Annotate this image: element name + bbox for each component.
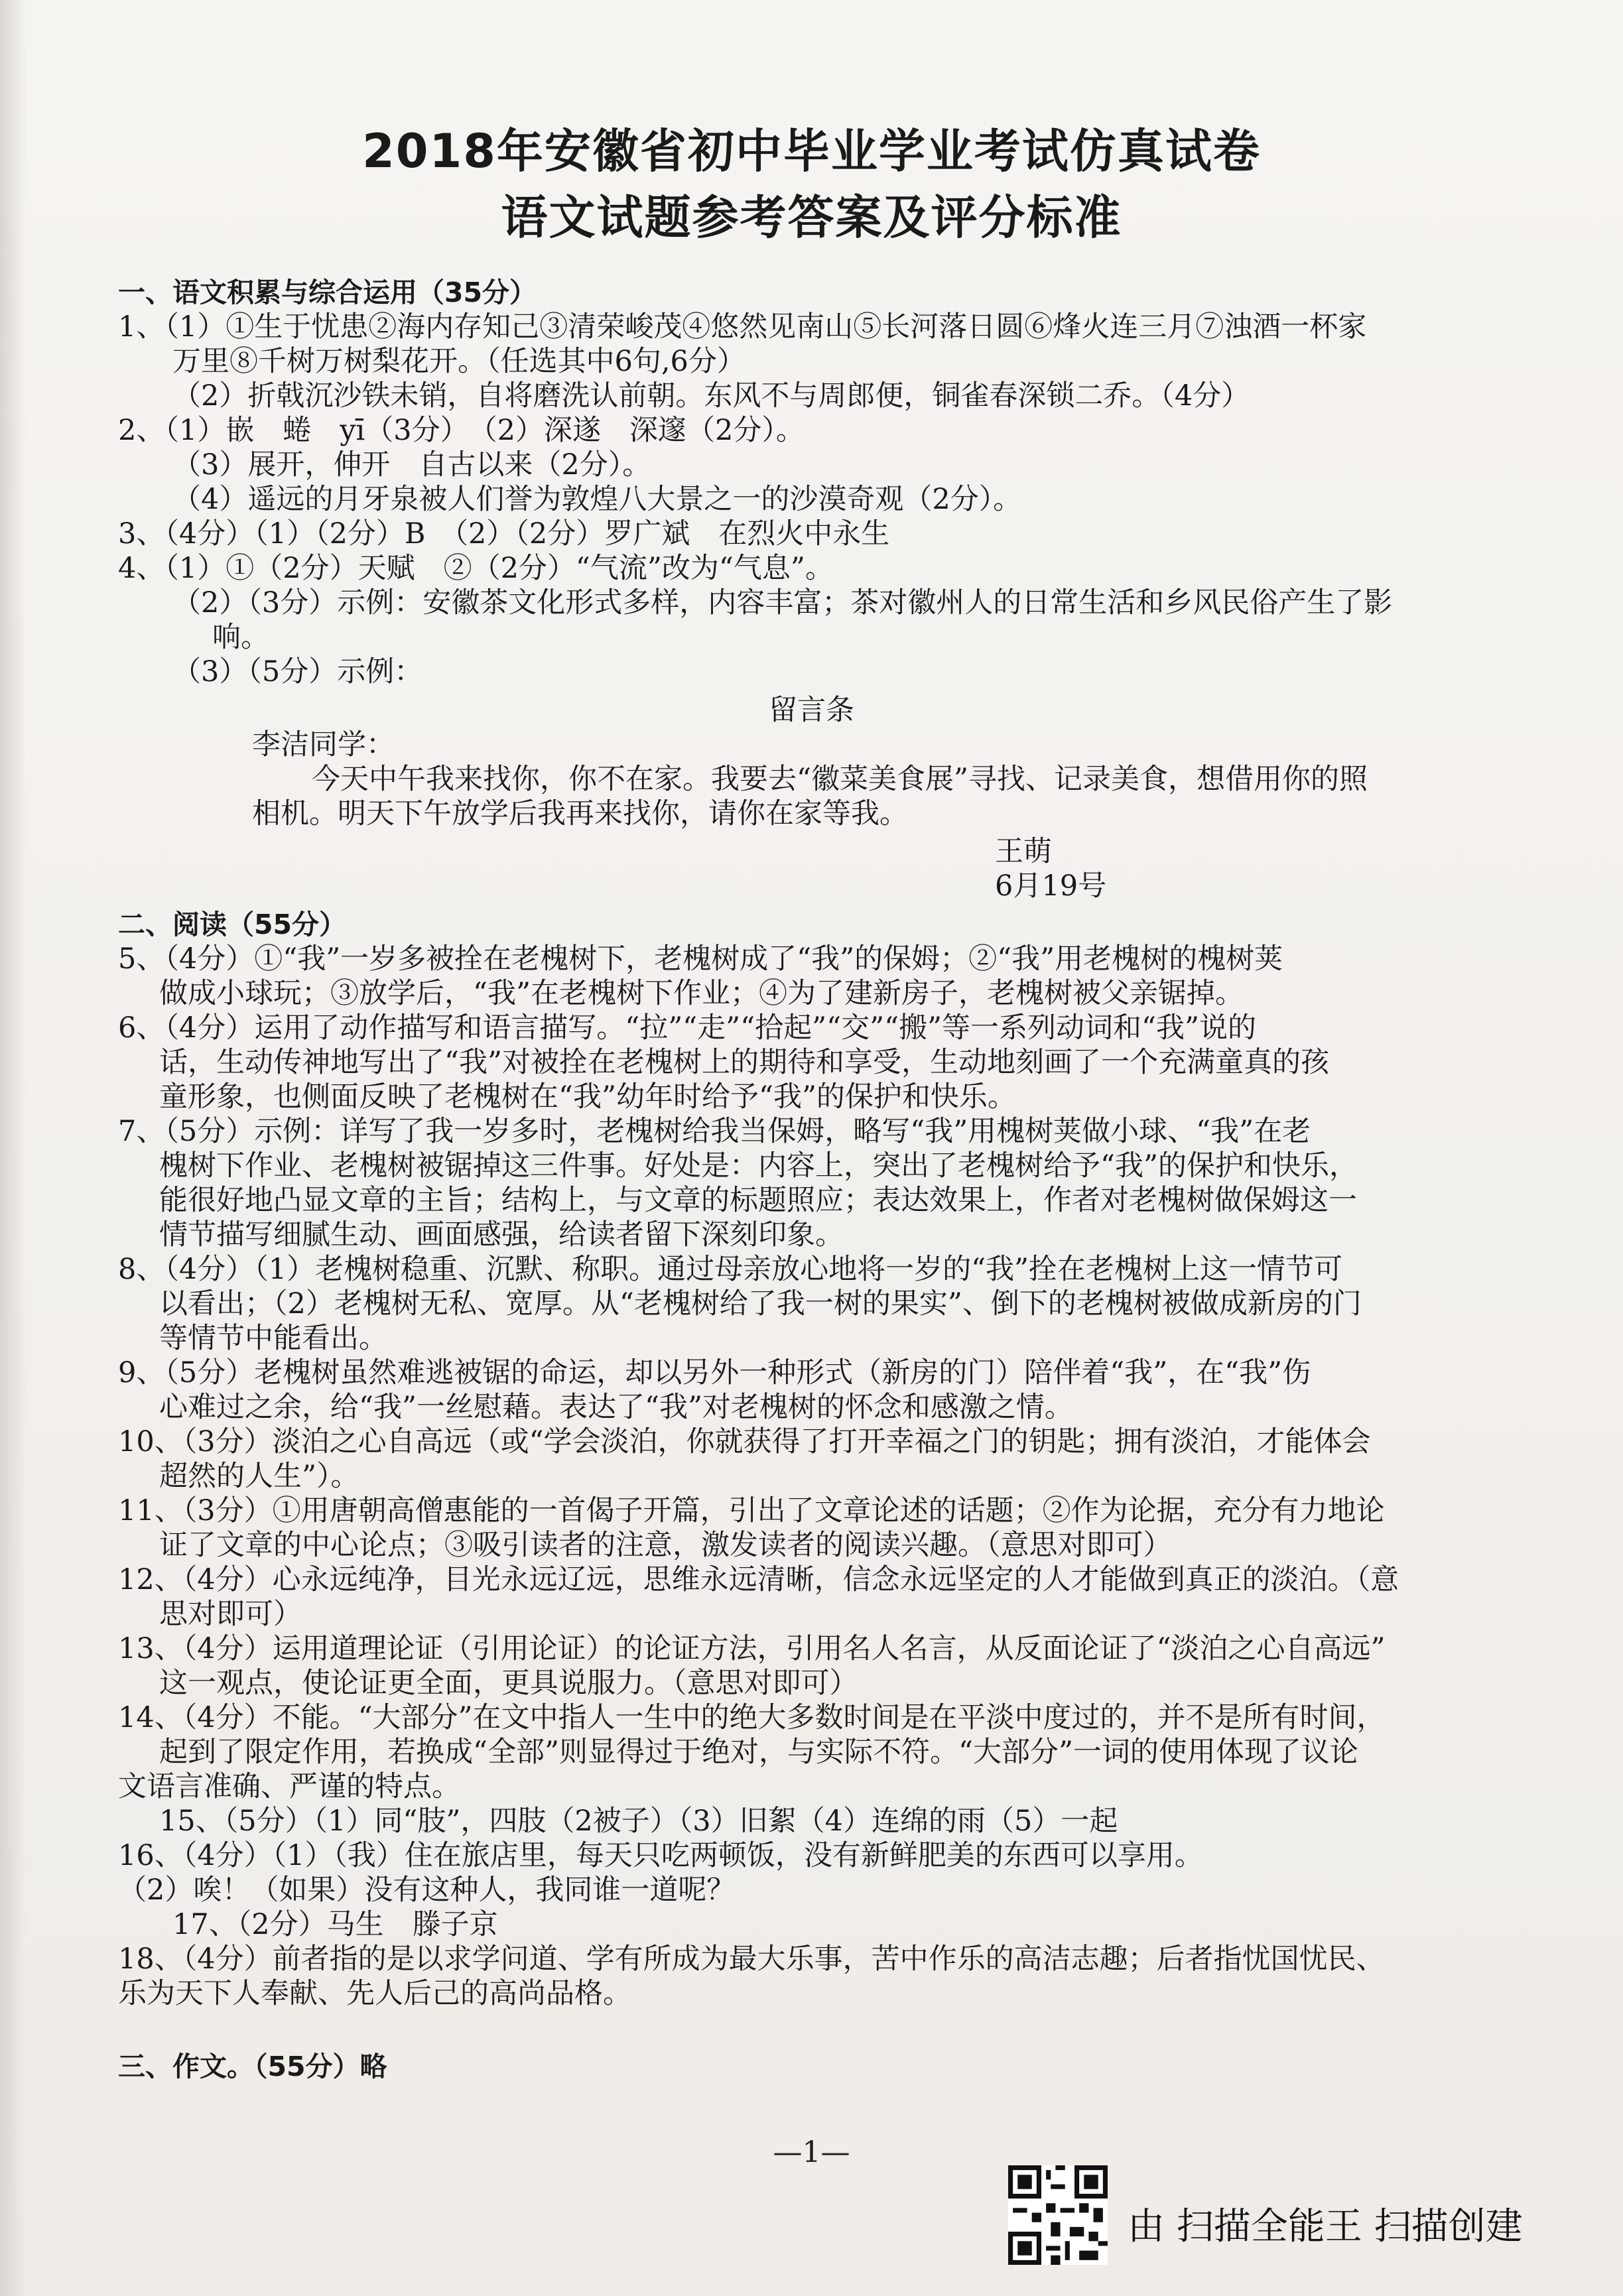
answer-line: 槐树下作业、老槐树被锯掉这三件事。好处是：内容上，突出了老槐树给予“我”的保护和快乐， [159, 1149, 1358, 1182]
answer-line: （3）展开，伸开 自古以来（2分）。 [172, 448, 651, 481]
answer-line: 乐为天下人奉献、先人后己的高尚品格。 [118, 1977, 631, 2010]
answer-line: 13、（4分）运用道理论证（引用论证）的论证方法，引用名人名言，从反面论证了“淡泊之心自高远” [118, 1632, 1386, 1665]
note-salutation: 李洁同学： [252, 728, 395, 761]
answer-line: 5、（4分）①“我”一岁多被拴在老槐树下，老槐树成了“我”的保姆；②“我”用老槐树的槐树荚 [118, 942, 1283, 976]
answer-line: 万里⑧千树万树梨花开。（任选其中6句,6分） [172, 345, 746, 378]
section-1-heading: 一、语文积累与综合运用（35分） [118, 277, 537, 308]
answer-line: 情节描写细腻生动、画面感强，给读者留下深刻印象。 [159, 1218, 844, 1251]
answer-line: （2）唉！（如果）没有这种人，我同谁一道呢？ [118, 1874, 736, 1907]
answer-line: 12、（4分）心永远纯净，目光永远辽远，思维永远清晰，信念永远坚定的人才能做到真正的淡泊。（意 [118, 1563, 1399, 1596]
answer-line: 童形象，也侧面反映了老槐树在“我”幼年时给予“我”的保护和快乐。 [159, 1080, 1016, 1114]
answer-line: 11、（3分）①用唐朝高僧惠能的一首偈子开篇，引出了文章论述的话题；②作为论据，充分有力地论 [118, 1494, 1385, 1527]
answer-line: （4）遥远的月牙泉被人们誉为敦煌八大景之一的沙漠奇观（2分）。 [172, 483, 1022, 516]
answer-line: 起到了限定作用，若换成“全部”则显得过于绝对，与实际不符。“大部分”一词的使用体现了议论 [159, 1736, 1358, 1769]
answer-line: 超然的人生”）。 [159, 1460, 359, 1493]
answer-line: 思对即可） [159, 1598, 302, 1631]
answer-line: 15、（5分）（1）同“肢”，四肢（2被子）（3）旧絮（4）连绵的雨（5）一起 [159, 1805, 1118, 1838]
section-2-heading: 二、阅读（55分） [118, 909, 347, 940]
answer-line: 这一观点，使论证更全面，更具说服力。（意思对即可） [159, 1667, 858, 1700]
section-3-heading: 三、作文。（55分）略 [118, 2051, 387, 2082]
answer-line: 9、（5分）老槐树虽然难逃被锯的命运，却以另外一种形式（新房的门）陪伴着“我”，在“我”伤 [118, 1356, 1311, 1389]
answer-line: 做成小球玩；③放学后，“我”在老槐树下作业；④为了建新房子，老槐树被父亲锯掉。 [159, 977, 1244, 1010]
answer-line: 7、（5分）示例：详写了我一岁多时，老槐树给我当保姆，略写“我”用槐树荚做小球、“我”在老 [118, 1115, 1311, 1148]
answer-line: 4、（1）①（2分）天赋 ②（2分）“气流”改为“气息”。 [118, 552, 834, 585]
note-signature: 王萌 [995, 835, 1052, 868]
answer-line: （3）（5分）示例： [172, 655, 423, 688]
page-edge-shadow [0, 0, 27, 2296]
note-date: 6月19号 [995, 869, 1107, 903]
answer-line: 3、（4分）（1）（2分）B （2）（2分）罗广斌 在烈火中永生 [118, 517, 890, 550]
answer-line: 6、（4分）运用了动作描写和语言描写。“拉”“走”“拾起”“交”“搬”等一系列动词和“我”说的 [118, 1011, 1257, 1045]
answer-line: 10、（3分）淡泊之心自高远（或“学会淡泊，你就获得了打开幸福之门的钥匙；拥有淡泊，才能体会 [118, 1425, 1371, 1458]
answer-line: （2）（3分）示例：安徽茶文化形式多样，内容丰富；茶对徽州人的日常生活和乡风民俗产生了影 [172, 586, 1393, 619]
answer-line: 响。 [212, 621, 269, 654]
answer-line: 1、（1）①生于忧患②海内存知己③清荣峻茂④悠然见南山⑤长河落日圆⑥烽火连三月⑦浊酒一杯家 [118, 310, 1367, 344]
page-number: —1— [773, 2136, 850, 2169]
scanner-watermark [1008, 2165, 1605, 2271]
answer-line: 话，生动传神地写出了“我”对被拴在老槐树上的期待和享受，生动地刻画了一个充满童真的孩 [159, 1046, 1329, 1079]
scanner-watermark-text: 由 扫描全能王 扫描创建 [1128, 2205, 1523, 2248]
note-title: 留言条 [769, 694, 854, 727]
answer-line: 心难过之余，给“我”一丝慰藉。表达了“我”对老槐树的怀念和感激之情。 [159, 1391, 1073, 1424]
answer-line: 16、（4分）（1）（我）住在旅店里，每天只吃两顿饭，没有新鲜肥美的东西可以享用。 [118, 1839, 1203, 1872]
answer-line: 以看出；（2）老槐树无私、宽厚。从“老槐树给了我一树的果实”、倒下的老槐树被做成新房的门 [159, 1287, 1362, 1320]
answer-line: 17、（2分）马生 滕子京 [172, 1908, 498, 1941]
answer-line: 14、（4分）不能。“大部分”在文中指人一生中的绝大多数时间是在平淡中度过的，并不是所有时间， [118, 1701, 1386, 1734]
note-body-line: 今天中午我来找你，你不在家。我要去“徽菜美食展”寻找、记录美食，想借用你的照 [312, 763, 1368, 796]
answer-line: 能很好地凸显文章的主旨；结构上，与文章的标题照应；表达效果上，作者对老槐树做保姆这一 [159, 1184, 1357, 1217]
doc-title-line1: 2018年安徽省初中毕业学业考试仿真试卷 [362, 124, 1261, 178]
answer-line: 18、（4分）前者指的是以求学问道、学有所成为最大乐事，苦中作乐的高洁志趣；后者指忧国忧民、 [118, 1943, 1385, 1976]
answer-line: 8、（4分）（1）老槐树稳重、沉默、称职。通过母亲放心地将一岁的“我”拴在老槐树上这一情节可 [118, 1253, 1343, 1286]
doc-title-line2: 语文试题参考答案及评分标准 [501, 190, 1122, 245]
note-body-line: 相机。明天下午放学后我再来找你，请你在家等我。 [252, 797, 908, 830]
answer-line: 证了文章的中心论点；③吸引读者的注意，激发读者的阅读兴趣。（意思对即可） [159, 1529, 1172, 1562]
answer-line: 等情节中能看出。 [159, 1322, 387, 1355]
answer-line: 2、（1）嵌 蜷 yī（3分） （2）深遂 深邃（2分）。 [118, 414, 805, 447]
answer-line: 文语言准确、严谨的特点。 [118, 1770, 460, 1803]
answer-line: （2）折戟沉沙铁未销，自将磨洗认前朝。东风不与周郎便，铜雀春深锁二乔。（4分） [172, 379, 1250, 413]
qr-code-icon [1008, 2165, 1108, 2265]
